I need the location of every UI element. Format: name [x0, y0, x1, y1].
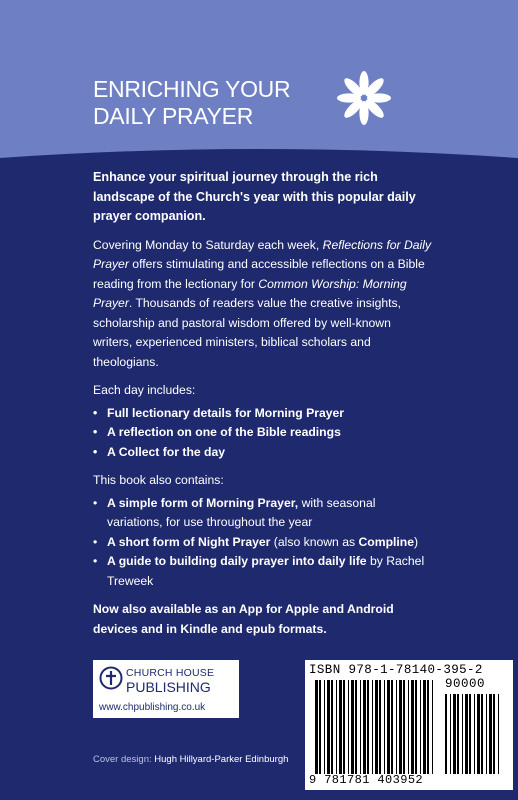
blurb: [93, 168, 433, 648]
publisher-name-line-1: CHURCH HOUSE: [126, 667, 215, 679]
credit-label: Cover design:: [93, 754, 152, 765]
cover-credit: [93, 754, 288, 765]
isbn-label: ISBN 978-1-78140-395-2: [309, 663, 483, 677]
heading-line-2: DAILY PRAYER: [93, 103, 254, 129]
also-contains-label: This book also contains:: [93, 473, 224, 487]
item-bold: A guide to building daily prayer into daily life: [107, 554, 367, 568]
also-contains-list: [93, 494, 433, 592]
list-item: [93, 494, 433, 533]
credit-name: Hugh Hillyard-Parker Edinburgh: [154, 754, 289, 765]
list-item: • A reflection on one of the Bible readings: [93, 423, 433, 443]
isbn-barcode: [305, 660, 513, 790]
price-addon: 90000: [445, 677, 486, 691]
church-house-logo-icon: [99, 666, 123, 690]
item-plain: (also known as: [270, 534, 359, 549]
item-plain: by Rachel Treweek: [107, 554, 425, 588]
each-day-list: [93, 404, 433, 463]
list-item: • A Collect for the day: [93, 443, 433, 463]
item-bold: A simple form of Morning Prayer,: [107, 495, 299, 510]
list-item: • Full lectionary details for Morning Prayer: [93, 404, 433, 424]
item-bold: A short form of Night Prayer: [107, 534, 271, 549]
book-title: Reflections for Daily Prayer: [93, 237, 432, 271]
para-text-a: Covering Monday to Saturday each week,: [93, 237, 323, 252]
publisher-url: www.chpublishing.co.uk: [99, 702, 206, 713]
flower-icon: [334, 68, 394, 128]
heading-line-1: ENRICHING YOUR: [93, 76, 291, 102]
lectionary-title: Common Worship: Morning Prayer: [93, 276, 407, 310]
intro-text: Enhance your spiritual journey through the rich landscape of the Church's year with this popular daily prayer companion.: [93, 170, 416, 223]
item-bold: Compline: [358, 534, 415, 549]
barcode-digits: 9 781781 403952: [309, 773, 424, 787]
item-plain: ): [414, 534, 419, 549]
barcode-bars: [315, 680, 437, 774]
list-item: [93, 533, 433, 553]
addon-barcode-bars: [445, 694, 503, 774]
list-item: [93, 552, 433, 591]
publisher-logo: [93, 660, 239, 718]
para-text-b: offers stimulating and accessible reflections on a Bible reading from the lectionary for: [93, 257, 425, 291]
para-text-c: . Thousands of readers value the creative insights, scholarship and pastoral wisdom offered by well-known writers, experienced ministers, biblical scholars and theologians.: [93, 296, 402, 369]
item-plain: with seasonal variations, for use throughout the year: [107, 495, 376, 529]
each-day-label: Each day includes:: [93, 383, 196, 397]
publisher-name-line-2: PUBLISHING: [126, 679, 211, 695]
description-paragraph: [93, 236, 433, 373]
cover-heading: [93, 76, 290, 130]
availability-text: Now also available as an App for Apple and Android devices and in Kindle and epub formats.: [93, 602, 394, 636]
